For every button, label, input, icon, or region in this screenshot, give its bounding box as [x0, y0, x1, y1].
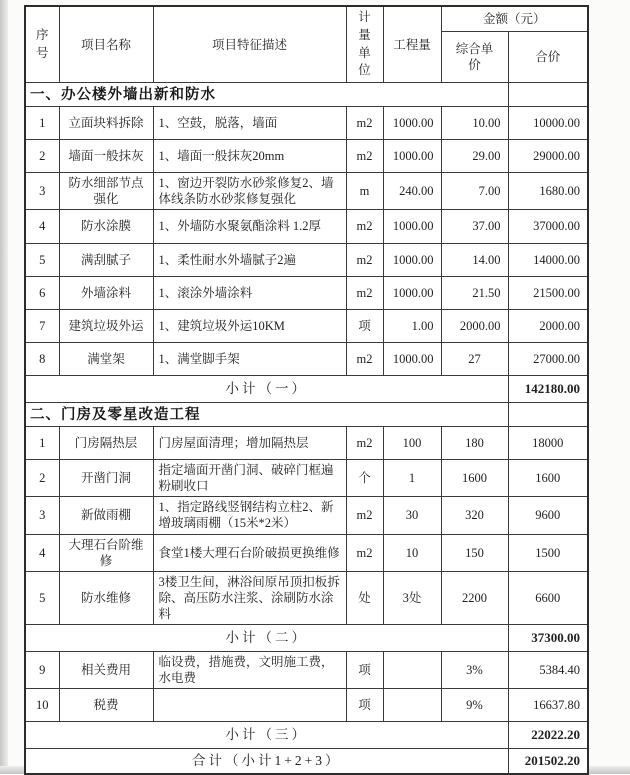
item-unit-price: 7.00 [441, 173, 508, 210]
item-name: 相关费用 [59, 651, 153, 688]
table-row [25, 210, 588, 243]
item-name: 门房隔热层 [59, 427, 153, 460]
subtotal-label: 小计（二） [25, 624, 508, 651]
item-description: 1、滚涂外墙涂料 [153, 276, 346, 309]
row-serial-no: 6 [25, 276, 59, 309]
item-total-price: 14000.00 [508, 243, 588, 276]
section-title: 二、门房及零星改造工程 [25, 403, 508, 427]
row-serial-no: 4 [25, 534, 59, 571]
row-serial-no: 10 [25, 689, 59, 722]
header-total-price: 合价 [508, 32, 588, 83]
item-quantity: 1000.00 [383, 210, 441, 243]
item-quantity: 3处 [383, 571, 441, 624]
item-name: 外墙涂料 [59, 276, 153, 309]
item-quantity [383, 651, 441, 688]
item-quantity: 1.00 [383, 309, 441, 342]
item-unit: m [346, 173, 383, 210]
item-unit-price: 14.00 [441, 243, 508, 276]
row-serial-no: 5 [25, 243, 59, 276]
item-quantity: 1000.00 [383, 243, 441, 276]
item-unit: m2 [346, 276, 383, 309]
item-name: 防水维修 [59, 571, 153, 624]
item-name: 建筑垃圾外运 [59, 309, 153, 342]
item-unit: m2 [346, 497, 383, 534]
section-row [25, 83, 588, 107]
row-serial-no: 1 [25, 107, 59, 140]
item-description: 门房屋面清理；增加隔热层 [153, 427, 346, 460]
subtotal-row [25, 375, 588, 402]
table-row [25, 534, 588, 571]
item-unit: m2 [346, 427, 383, 460]
item-description: 1、柔性耐水外墙腻子2遍 [153, 243, 346, 276]
item-unit: 个 [346, 460, 383, 497]
item-unit: 项 [346, 689, 383, 722]
item-name: 满刮腻子 [59, 243, 153, 276]
item-quantity: 1000.00 [383, 107, 441, 140]
item-name: 墙面一般抹灰 [59, 140, 153, 173]
item-total-price: 1680.00 [508, 173, 588, 210]
table-row [25, 497, 588, 534]
item-unit-price: 150 [441, 534, 508, 571]
item-total-price: 29000.00 [508, 140, 588, 173]
item-total-price: 18000 [508, 427, 588, 460]
table-row [25, 342, 588, 375]
item-unit: m2 [346, 107, 383, 140]
table-row [25, 309, 588, 342]
item-unit-price: 21.50 [441, 276, 508, 309]
item-unit: m2 [346, 534, 383, 571]
row-serial-no: 3 [25, 173, 59, 210]
item-unit-price: 29.00 [441, 140, 508, 173]
item-quantity [383, 689, 441, 722]
item-name: 满堂架 [59, 342, 153, 375]
item-total-price: 1600 [508, 460, 588, 497]
item-unit: m2 [346, 140, 383, 173]
item-unit-price: 27 [441, 342, 508, 375]
table-row [25, 571, 588, 624]
cost-estimate-table [24, 5, 589, 775]
section-empty-cell [508, 403, 588, 427]
item-total-price: 6600 [508, 571, 588, 624]
item-description: 3楼卫生间，淋浴间原吊顶扣板拆除、高压防水注浆、涂刷防水涂料 [153, 571, 346, 624]
subtotal-value: 22022.20 [508, 722, 588, 749]
item-unit-price: 320 [441, 497, 508, 534]
item-description: 1、窗边开裂防水砂浆修复2、墙体线条防水砂浆修复强化 [153, 173, 346, 210]
scan-edge-left [0, 0, 8, 774]
item-unit: m2 [346, 210, 383, 243]
item-unit-price: 37.00 [441, 210, 508, 243]
item-name: 新做雨棚 [59, 497, 153, 534]
item-quantity: 1000.00 [383, 276, 441, 309]
item-total-price: 1500 [508, 534, 588, 571]
item-quantity: 10 [383, 534, 441, 571]
item-total-price: 37000.00 [508, 210, 588, 243]
item-unit-price: 1600 [441, 460, 508, 497]
item-total-price: 21500.00 [508, 276, 588, 309]
row-serial-no: 8 [25, 342, 59, 375]
item-description: 1、外墙防水聚氨酯涂料 1.2厚 [153, 210, 346, 243]
item-unit-price: 2200 [441, 571, 508, 624]
table-row [25, 460, 588, 497]
item-unit: m2 [346, 243, 383, 276]
header-amount-group: 金额（元） [441, 6, 588, 32]
item-quantity: 240.00 [383, 173, 441, 210]
item-total-price: 5384.40 [508, 651, 588, 688]
subtotal-row [25, 722, 588, 749]
grandtotal-label: 合计（小计1+2+3） [25, 749, 508, 774]
header-item-name: 项目名称 [59, 6, 153, 83]
grandtotal-row [25, 749, 588, 774]
item-description: 1、满堂脚手架 [153, 342, 346, 375]
table-row [25, 173, 588, 210]
section-title: 一、办公楼外墙出新和防水 [25, 83, 508, 107]
table-row [25, 689, 588, 722]
table-row [25, 427, 588, 460]
row-serial-no: 4 [25, 210, 59, 243]
item-name: 立面块料拆除 [59, 107, 153, 140]
header-row-top [25, 6, 588, 32]
subtotal-value: 37300.00 [508, 624, 588, 651]
grandtotal-value: 201502.20 [508, 749, 588, 774]
item-unit-price: 10.00 [441, 107, 508, 140]
row-serial-no: 1 [25, 427, 59, 460]
item-quantity: 100 [383, 427, 441, 460]
table-row [25, 107, 588, 140]
item-unit-price: 180 [441, 427, 508, 460]
subtotal-label: 小计（三） [25, 722, 508, 749]
item-description: 1、指定路线竖钢结构立柱2、新增玻璃雨棚（15米*2米） [153, 497, 346, 534]
table-row [25, 140, 588, 173]
item-total-price: 16637.80 [508, 689, 588, 722]
section-row [25, 403, 588, 427]
item-name: 防水细部节点强化 [59, 173, 153, 210]
item-total-price: 2000.00 [508, 309, 588, 342]
item-description: 1、空鼓，脱落，墙面 [153, 107, 346, 140]
item-name: 大理石台阶维修 [59, 534, 153, 571]
section-empty-cell [508, 83, 588, 107]
subtotal-row [25, 624, 588, 651]
item-total-price: 9600 [508, 497, 588, 534]
item-description: 1、建筑垃圾外运10KM [153, 309, 346, 342]
row-serial-no: 5 [25, 571, 59, 624]
header-serial-no: 序号 [25, 6, 59, 83]
row-serial-no: 3 [25, 497, 59, 534]
row-serial-no: 2 [25, 460, 59, 497]
item-quantity: 1000.00 [383, 140, 441, 173]
item-quantity: 30 [383, 497, 441, 534]
item-description: 指定墙面开凿门洞、破碎门框遍粉刷收口 [153, 460, 346, 497]
item-name: 税费 [59, 689, 153, 722]
item-description: 临设费，措施费，文明施工费，水电费 [153, 651, 346, 688]
item-description: 1、墙面一般抹灰20mm [153, 140, 346, 173]
row-serial-no: 2 [25, 140, 59, 173]
item-quantity: 1000.00 [383, 342, 441, 375]
item-description: 食堂1楼大理石台阶破损更换维修 [153, 534, 346, 571]
table-row [25, 243, 588, 276]
item-unit-price: 9% [441, 689, 508, 722]
table-row [25, 276, 588, 309]
item-unit: 项 [346, 309, 383, 342]
item-name: 开凿门洞 [59, 460, 153, 497]
item-unit: 处 [346, 571, 383, 624]
item-unit: m2 [346, 342, 383, 375]
item-unit-price: 3% [441, 651, 508, 688]
item-quantity: 1 [383, 460, 441, 497]
table-body [25, 83, 588, 775]
table-header [25, 6, 588, 83]
row-serial-no: 7 [25, 309, 59, 342]
header-unit-price: 综合单价 [441, 32, 508, 83]
item-unit-price: 2000.00 [441, 309, 508, 342]
subtotal-label: 小计（一） [25, 375, 508, 402]
header-item-desc: 项目特征描述 [153, 6, 346, 83]
item-unit: 项 [346, 651, 383, 688]
subtotal-value: 142180.00 [508, 375, 588, 402]
header-unit: 计量单位 [346, 6, 383, 83]
row-serial-no: 9 [25, 651, 59, 688]
item-description [153, 689, 346, 722]
item-name: 防水涂膜 [59, 210, 153, 243]
item-total-price: 10000.00 [508, 107, 588, 140]
item-total-price: 27000.00 [508, 342, 588, 375]
header-quantity: 工程量 [383, 6, 441, 83]
table-row [25, 651, 588, 688]
